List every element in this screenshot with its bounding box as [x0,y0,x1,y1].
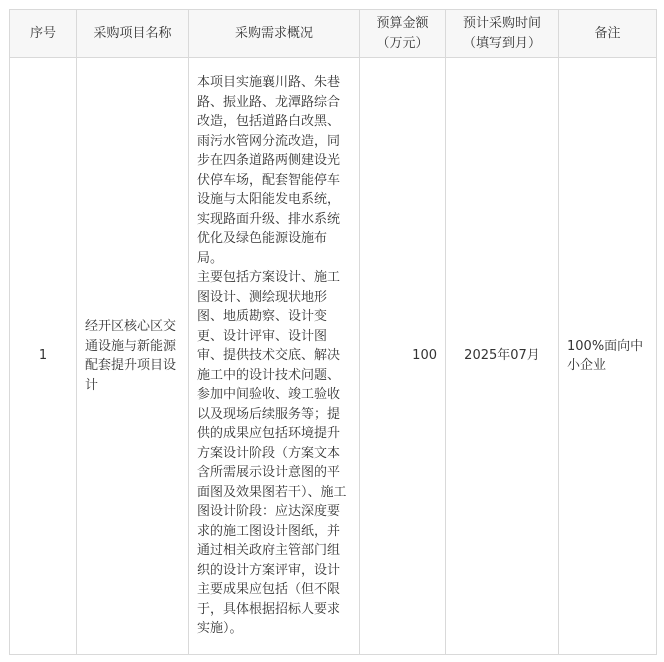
procurement-table [9,9,657,655]
header-time-line1: 预计采购时间 [462,16,541,31]
cell-project-name: 经开区核心区交通设施与新能源配套提升项目设计 [77,58,189,655]
header-remark: 备注 [559,10,657,58]
header-budget-line2: （万元） [376,35,429,51]
cell-time: 2025年07月 [446,58,559,655]
header-project-name: 采购项目名称 [77,10,189,58]
header-no: 序号 [10,10,77,58]
cell-overview [189,58,360,655]
header-time-line2: （填写到月） [462,35,541,51]
header-overview: 采购需求概况 [189,10,360,58]
table-header [10,10,657,58]
overview-paragraph-2: 主要包括方案设计、施工图设计、测绘现状地形图、地质勘察、设计变更、设计评审、设计图审、提供技术交底、解决施工中的设计技术问题、参加中间验收、竣工验收以及现场后续服务等；提供的成果应包括环境提升方案设计阶段（方案文本含所需展示设计意图的平面图及效果图若干）、施工图设计阶段：应达深度要求的施工图设计图纸，并通过相关政府主管部门组织的设计方案评审，设计主要成果应包括（但不限于，具体根据招标人要求实施）。 [197,270,347,637]
cell-remark: 100%面向中小企业 [559,58,657,655]
header-row [10,10,657,58]
cell-no: 1 [10,58,77,655]
header-budget [360,10,446,58]
header-time [446,10,559,58]
header-budget-line1: 预算金额 [376,16,429,31]
overview-paragraph-1: 本项目实施襄川路、朱巷路、振业路、龙潭路综合改造，包括道路白改黑、雨污水管网分流改造，同步在四条道路两侧建设光伏停车场，配套智能停车设施与太阳能发电系统，实现路面升级、排水系统优化及绿色能源设施布局。 [197,75,341,266]
table-row [10,58,657,655]
cell-budget: 100 [360,58,446,655]
